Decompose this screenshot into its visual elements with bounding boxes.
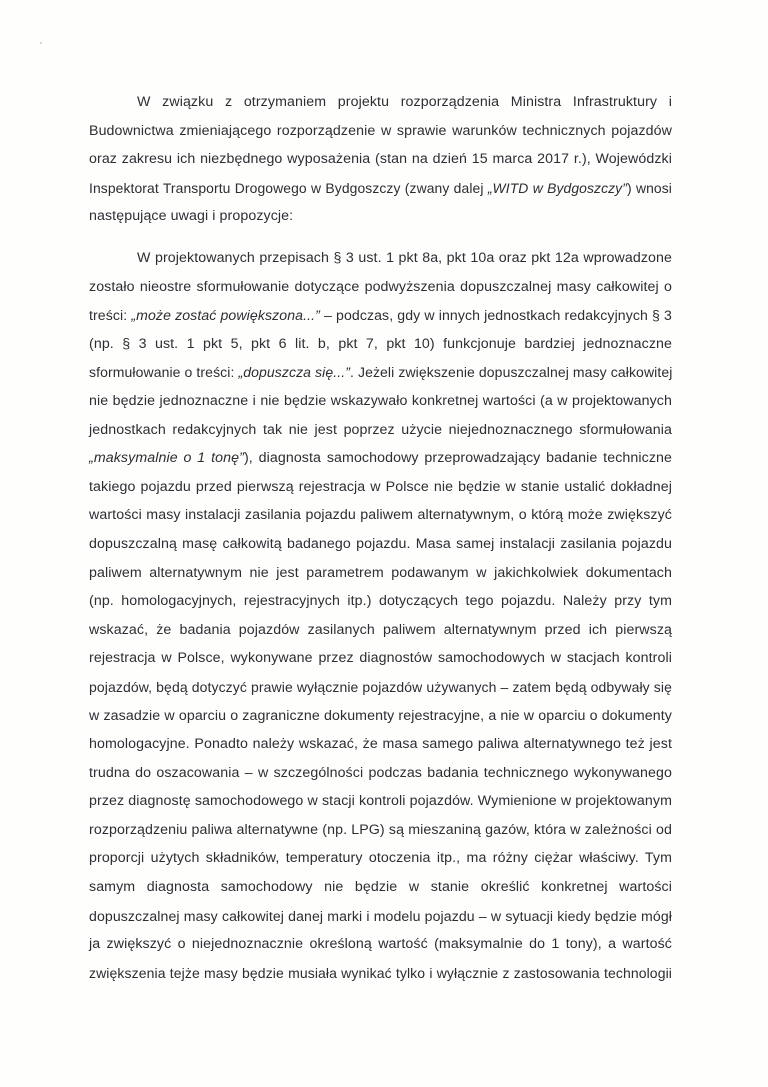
text-line: rozporządzeniu paliwa alternatywne (np. LPG) są mieszaniną gazów, która w zależności od: [89, 821, 672, 838]
text-line: (np. homologacyjnych, rejestracyjnych itp.) dotyczących tego pojazdu. Należy przy tym: [89, 593, 672, 610]
text-line: ja zwiększyć o niejednoznacznie określoną wartość (maksymalnie do 1 tony), a wartość: [89, 936, 672, 953]
text-line: sformułowanie o treści: „dopuszcza się...”. Jeżeli zwiększenie dopuszczalnej masy całkowitej: [89, 364, 673, 381]
text-line: homologacyjne. Ponadto należy wskazać, że masa samego paliwa alternatywnego też jest: [89, 736, 672, 753]
text-line: W projektowanych przepisach § 3 ust. 1 pkt 8a, pkt 10a oraz pkt 12a wprowadzone: [137, 250, 672, 266]
text-line: wartości masy instalacji zasilania pojazdu paliwem alternatywnym, o którą może zwiększyć: [89, 507, 672, 524]
text-line: oraz zakresu ich niezbędnego wyposażenia (stan na dzień 15 marca 2017 r.), Wojewódzki: [89, 151, 672, 168]
text-line: zostało nieostre sformułowanie dotyczące podwyższenia dopuszczalnej masy całkowitej o: [89, 278, 672, 295]
text-line: W związku z otrzymaniem projektu rozporządzenia Ministra Infrastruktury i: [137, 94, 672, 110]
text-line: rejestracja w Polsce, wykonywane przez diagnostów samochodowych w stacjach kontroli: [89, 650, 672, 667]
text-line: przez diagnostę samochodowego w stacji kontroli pojazdów. Wymienione w projektowanym: [89, 793, 672, 810]
text-line: w zasadzie w oparciu o zagraniczne dokumenty rejestracyjne, a nie w oparciu o dokumenty: [89, 707, 672, 724]
text-line: jednostkach redakcyjnych tak nie jest poprzez użycie niejednoznacznego sformułowania: [89, 421, 672, 438]
text-line: proporcji użytych składników, temperatury otoczenia itp., ma różny ciężar właściwy. Tym: [89, 850, 672, 867]
text-line: „maksymalnie o 1 tonę”), diagnosta samochodowy przeprowadzający badanie techniczne: [89, 450, 672, 467]
text-line: nie będzie jednoznaczne i nie będzie wskazywało konkretnej wartości (a w projektowanych: [89, 392, 672, 409]
text-line: Budownictwa zmieniającego rozporządzenie w sprawie warunków technicznych pojazdów: [89, 122, 672, 139]
text-line: zwiększenia tejże masy będzie musiała wynikać tylko i wyłącznie z zastosowania technologii: [89, 964, 672, 981]
text-line: następujące uwagi i propozycje:: [89, 208, 294, 225]
paragraph-remarks: [89, 244, 672, 987]
text-line: paliwem alternatywnym nie jest parametrem podawanym w jakichkolwiek dokumentach: [89, 564, 672, 581]
text-line: pojazdów, będą dotyczyć prawie wyłącznie pojazdów używanych – zatem będą odbywały się: [89, 678, 672, 695]
text-line: takiego pojazdu przed pierwszą rejestracja w Polsce nie będzie w stanie ustalić dokładnej: [89, 478, 672, 495]
text-line: samym diagnosta samochodowy nie będzie w stanie określić konkretnej wartości: [89, 879, 672, 896]
text-line: Inspektorat Transportu Drogowego w Bydgoszczy (zwany dalej „WITD w Bydgoszczy”) wnosi: [89, 179, 672, 196]
text-line: treści: „może zostać powiększona...” – podczas, gdy w innych jednostkach redakcyjnych § 3: [89, 307, 672, 324]
text-line: dopuszczalną masę całkowitą badanego pojazdu. Masa samej instalacji zasilania pojazdu: [89, 535, 672, 552]
scan-speck: [40, 42, 42, 44]
text-line: trudna do oszacowania – w szczególności podczas badania technicznego wykonywanego: [89, 764, 672, 781]
text-line: wskazać, że badania pojazdów zasilanych paliwem alternatywnym przed ich pierwszą: [89, 621, 672, 638]
text-line: dopuszczalnej masy całkowitej danej marki i modelu pojazdu – w sytuacji kiedy będzie mógł: [89, 907, 672, 924]
paragraph-intro: [89, 88, 672, 231]
text-line: (np. § 3 ust. 1 pkt 5, pkt 6 lit. b, pkt 7, pkt 10) funkcjonuje bardziej jednoznaczne: [89, 335, 672, 352]
